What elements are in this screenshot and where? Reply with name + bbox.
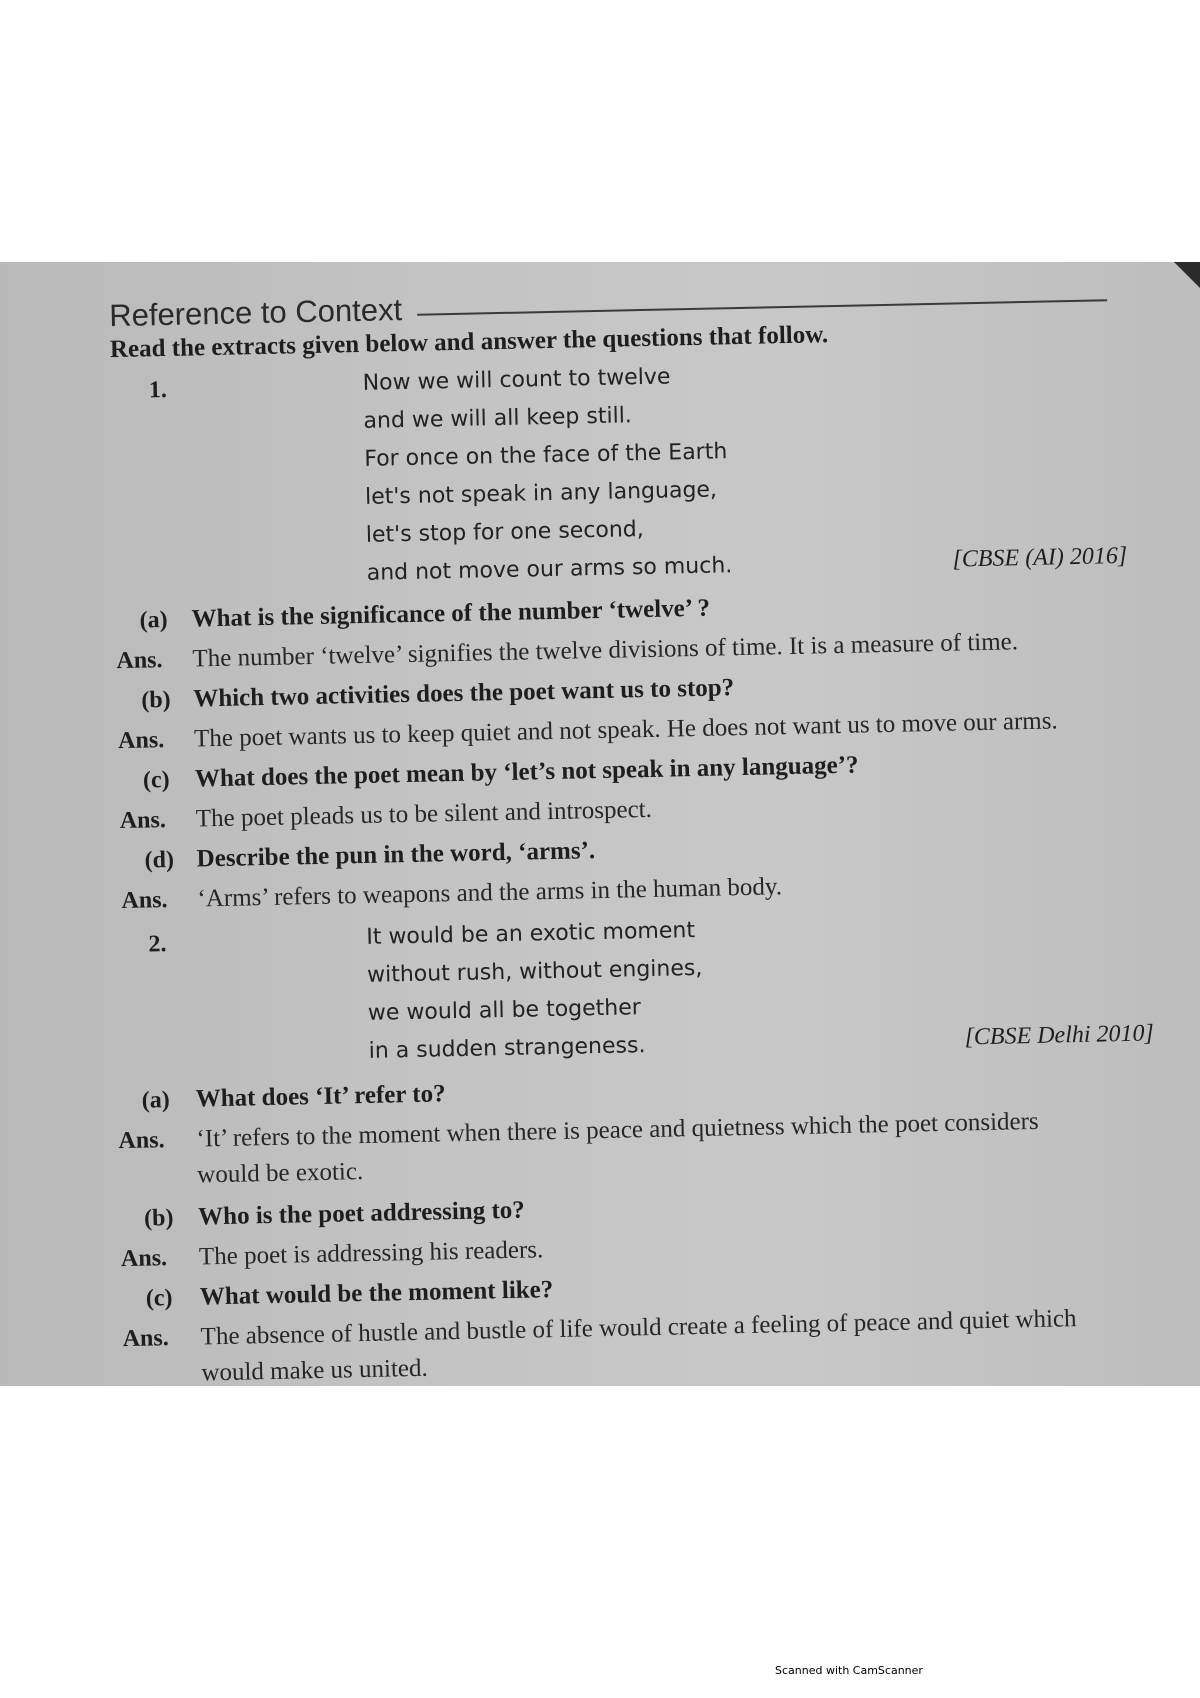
scanned-page xyxy=(0,262,1200,1386)
heading-rule xyxy=(417,299,1107,315)
question-text: What does the poet mean by ‘let’s not speak in any language’? xyxy=(194,751,859,793)
answer-label: Ans. xyxy=(120,1245,168,1273)
answer-text: would make us united. xyxy=(201,1354,429,1386)
answer-label: Ans. xyxy=(117,727,165,755)
source-citation: [CBSE Delhi 2010] xyxy=(964,1020,1155,1051)
poem-line: let's not speak in any language, xyxy=(364,477,718,510)
question-label: (c) xyxy=(142,767,170,794)
extract-1-number: 1. xyxy=(148,376,168,404)
poem-line: without rush, without engines, xyxy=(366,955,703,988)
poem-line: and not move our arms so much. xyxy=(366,553,733,586)
answer-label: Ans. xyxy=(119,807,167,835)
poem-line: and we will all keep still. xyxy=(363,403,633,434)
question-label: (c) xyxy=(145,1285,173,1312)
question-label: (d) xyxy=(144,846,175,874)
poem-line: in a sudden strangeness. xyxy=(368,1033,646,1064)
answer-text: ‘It’ refers to the moment when there is peace and quietness which the poet considers xyxy=(196,1107,1039,1153)
question-text: Which two activities does the poet want us to stop? xyxy=(193,674,735,713)
question-text: What does ‘It’ refer to? xyxy=(195,1080,446,1113)
question-label: (b) xyxy=(143,1205,174,1232)
question-text: What is the significance of the number ‘twelve’ ? xyxy=(191,594,711,633)
answer-label: Ans. xyxy=(118,1127,165,1155)
answer-label: Ans. xyxy=(121,887,168,915)
instruction: Read the extracts given below and answer the questions that follow. xyxy=(109,321,829,364)
answer-text: The poet pleads us to be silent and introspect. xyxy=(195,795,653,833)
answer-text: The number ‘twelve’ signifies the twelve divisions of time. It is a measure of time. xyxy=(192,628,1019,673)
poem-line: Now we will count to twelve xyxy=(362,364,671,396)
section-title: Reference to Context xyxy=(108,292,403,334)
answer-label: Ans. xyxy=(116,647,163,675)
question-text: Describe the pun in the word, ‘arms’. xyxy=(196,837,596,873)
question-label: (a) xyxy=(139,607,168,634)
source-citation: [CBSE (AI) 2016] xyxy=(952,542,1128,573)
question-label: (a) xyxy=(141,1087,170,1114)
page-content xyxy=(0,262,1200,1386)
answer-label: Ans. xyxy=(122,1325,169,1353)
answer-text: The absence of hustle and bustle of life would create a feeling of peace and quiet which xyxy=(200,1305,1077,1351)
poem-line: we would all be together xyxy=(367,995,642,1026)
question-text: What would be the moment like? xyxy=(199,1276,554,1311)
extract-2-number: 2. xyxy=(148,931,167,958)
answer-text: ‘Arms’ refers to weapons and the arms in the human body. xyxy=(197,873,783,913)
scanner-watermark: Scanned with CamScanner xyxy=(775,1664,923,1677)
poem-line: For once on the face of the Earth xyxy=(364,439,728,472)
answer-text: The poet wants us to keep quiet and not speak. He does not want us to move our arms. xyxy=(193,707,1058,753)
poem-line: let's stop for one second, xyxy=(365,517,645,548)
poem-line: It would be an exotic moment xyxy=(366,918,696,950)
question-text: Who is the poet addressing to? xyxy=(197,1196,526,1231)
answer-text: would be exotic. xyxy=(196,1158,364,1189)
answer-text: The poet is addressing his readers. xyxy=(198,1236,544,1271)
question-label: (b) xyxy=(141,686,171,714)
